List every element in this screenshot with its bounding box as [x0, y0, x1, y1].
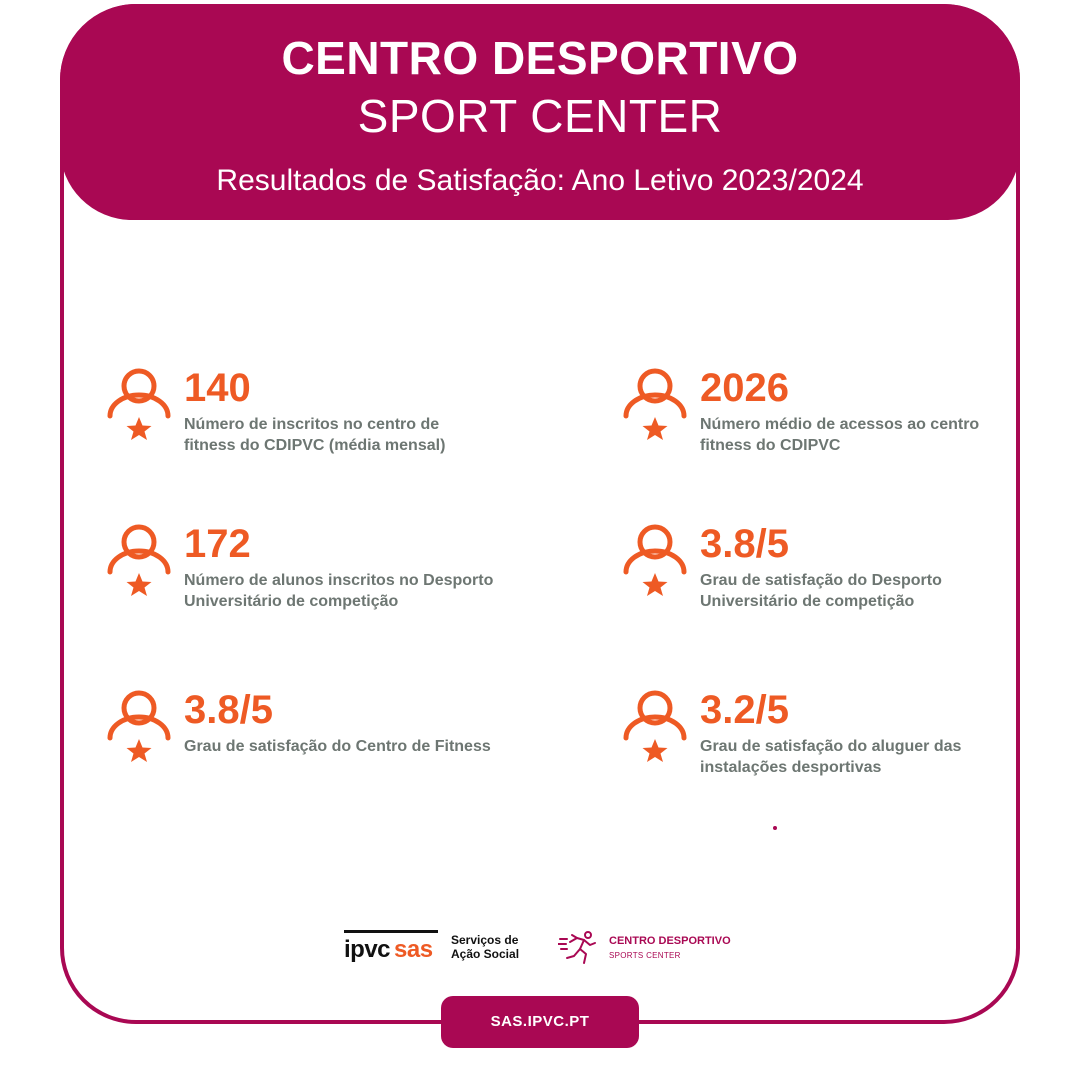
sas-line-2: Ação Social [451, 947, 520, 961]
logo-bar [344, 930, 438, 933]
stat-value: 172 [184, 522, 251, 566]
stat-description: Grau de satisfação do aluguer das instalações desportivas [700, 738, 962, 776]
stat-description: Grau de satisfação do Centro de Fitness [184, 738, 491, 755]
ipvc-logo-text: ipvc [344, 936, 391, 963]
header-banner [60, 4, 1020, 220]
page-title: CENTRO DESPORTIVO [281, 32, 799, 84]
stat-value: 3.2/5 [700, 688, 789, 732]
user-star-icon [622, 522, 688, 598]
stat-value: 2026 [700, 366, 789, 410]
user-star-icon [106, 688, 172, 764]
user-star-icon [106, 366, 172, 442]
stat-item [106, 366, 506, 486]
stat-item [106, 522, 506, 642]
stat-item [622, 688, 1022, 808]
cd-logo-line-2: SPORTS CENTER [609, 951, 681, 960]
stat-item [106, 688, 506, 808]
website-link-button[interactable]: SAS.IPVC.PT [441, 996, 639, 1048]
stat-item [622, 366, 1022, 486]
centro-desportivo-logo [558, 930, 758, 966]
user-star-icon [622, 366, 688, 442]
sas-line-1: Serviços de [451, 933, 519, 947]
stat-value: 3.8/5 [700, 522, 789, 566]
decorative-dot [773, 826, 777, 830]
stat-value: 140 [184, 366, 251, 410]
user-star-icon [622, 688, 688, 764]
stat-description: Grau de satisfação do Desporto Universitário de competição [700, 572, 942, 610]
runner-icon [558, 930, 598, 966]
page-subtitle: SPORT CENTER [357, 90, 723, 142]
stat-item [622, 522, 1022, 642]
stat-description: Número médio de acessos ao centro fitness do CDIPVC [700, 416, 980, 454]
stat-description: Número de alunos inscritos no Desporto Universitário de competição [184, 572, 494, 610]
results-caption: Resultados de Satisfação: Ano Letivo 2023/2024 [216, 164, 864, 197]
stat-value: 3.8/5 [184, 688, 273, 732]
stat-description: Número de inscritos no centro de fitness do CDIPVC (média mensal) [184, 416, 446, 454]
cd-logo-line-1: CENTRO DESPORTIVO [609, 935, 731, 947]
sas-logo-text: sas [394, 936, 433, 963]
user-star-icon [106, 522, 172, 598]
